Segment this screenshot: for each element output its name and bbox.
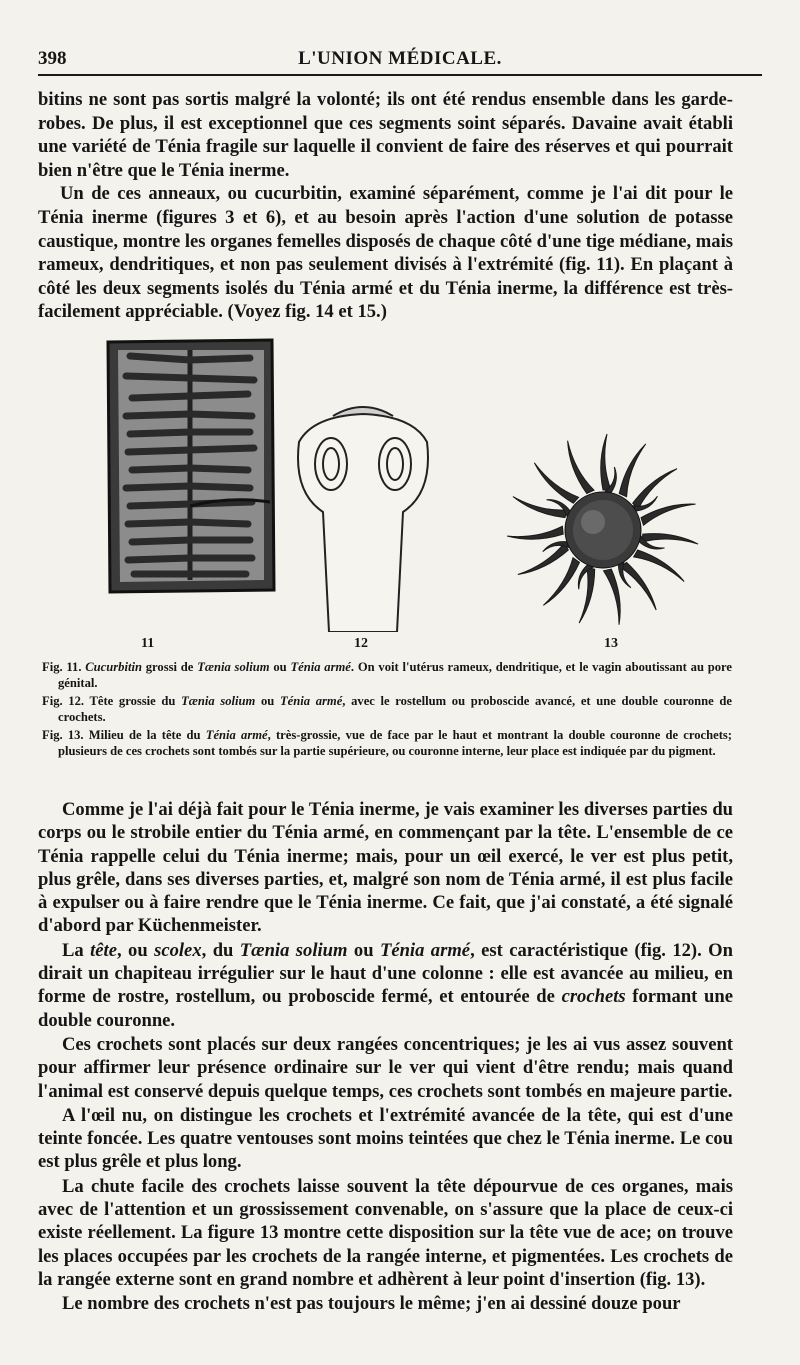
caption-text: Tænia solium — [181, 694, 256, 708]
caption-label: Fig. 12. — [42, 694, 85, 708]
caption-label: Fig. 11. — [42, 660, 82, 674]
caption-text: Tænia solium — [197, 660, 270, 674]
caption-fig-12 — [42, 693, 732, 725]
fig-13-number: 13 — [604, 636, 618, 651]
text-run: La — [62, 939, 91, 961]
caption-text: ou — [255, 694, 280, 708]
caption-fig-13 — [42, 727, 732, 759]
caption-text: , avec le rostellum ou proboscide avancé, et une double couronne de crochets. — [58, 694, 732, 724]
top-text — [38, 88, 733, 324]
caption-text: ou — [269, 660, 291, 674]
running-header — [38, 44, 762, 76]
caption-text: Cucurbitin — [85, 660, 142, 674]
caption-label: Fig. 13. — [42, 728, 84, 742]
paragraph: Un de ces anneaux, ou cucurbitin, examiné séparément, comme je l'ai dit pour le Ténia inerme (figures 3 et 6), et au besoin après l'action d'une solution de potasse caustique, montre les organes femelles disposés de chaque côté d'une tige médiane, mais rameux, dendritiques, et non pas seulement divisés à l'extrémité (fig. 11). En plaçant à côté les deux segments isolés du Ténia armé et du Ténia inerme, la différence est très-facilement appréciable. (Voyez fig. 14 et 15.) — [38, 183, 733, 323]
caption-fig-11 — [42, 659, 732, 691]
text-run: , ou — [116, 939, 155, 961]
text-run: crochets — [561, 986, 626, 1008]
caption-text: , très-grossie, vue de face par le haut et montrant la double couronne de crochets; plusieurs de ces crochets sont tombés sur la partie supérieure, ou couronne interne, leur place est indiquée par du pigment. — [58, 728, 732, 758]
figure-plate — [38, 332, 733, 662]
caption-text: Ténia armé — [279, 694, 343, 708]
paragraph: A l'œil nu, on distingue les crochets et l'extrémité avancée de la tête, qui est d'une teinte foncée. Les quatre ventouses sont moins teintées que chez le Ténia inerme. Le cou est plus grêle et plus long. — [38, 1104, 733, 1173]
paragraph: Le nombre des crochets n'est pas toujours le même; j'en ai dessiné douze pour — [62, 1293, 681, 1315]
text-run: ou — [347, 939, 380, 961]
text-run: , du — [201, 939, 240, 961]
caption-text: Tête grossie du — [84, 694, 182, 708]
caption-text: . On voit l'utérus rameux, dendritique, et le vagin aboutissant au pore génital. — [58, 660, 732, 690]
caption-text: Ténia armé — [290, 660, 351, 674]
paragraph: La chute facile des crochets laisse souvent la tête dépourvue de ces organes, mais avec de l'attention et un grossissement convenable, on s'assure que la place de ceux-ci existe réellement. La figure 13 montre cette disposition sur la tête vue de ace; on trouve les places occupées par les crochets de la rangée interne, et pigmentées. Les crochets de la rangée externe sont en grand nombre et adhèrent à leur point d'insertion (fig. 13). — [38, 1175, 733, 1290]
main-text — [38, 798, 733, 1317]
fig-12-head-illustration — [293, 402, 433, 632]
text-run: scolex — [154, 939, 202, 961]
text-run: Tænia solium — [239, 939, 348, 961]
text-run: tête — [90, 939, 117, 961]
journal-title: L'UNION MÉDICALE. — [298, 48, 502, 69]
paragraph: bitins ne sont pas sortis malgré la volonté; ils ont été rendus ensemble dans les garde-robes. De plus, il est exceptionnel que ces segments soint séparés. Davaine avait établi une variété de Ténia fragile sur laquelle il convient de faire des réserves et qui pourrait bien n'être que le Ténia inerme. — [38, 89, 733, 181]
text-run: , est caractéristique (fig. 12). On dirait un chapiteau irrégulier sur le haut d'une colonne : elle est avancée au milieu, en forme de rostre, rostellum, ou proboscide fermé, et entourée de — [38, 939, 733, 1008]
fig-11-cucurbitin-illustration — [100, 336, 280, 596]
fig-13-crown-of-hooks-illustration — [503, 422, 703, 642]
figure-captions — [42, 659, 732, 761]
paragraph: Comme je l'ai déjà fait pour le Ténia inerme, je vais examiner les diverses parties du corps ou le strobile entier du Ténia armé, en commençant par la tête. L'ensemble de ce Ténia rappelle celui du Ténia inerme; mais, pour un œil exercé, le ver est plus petit, plus grêle, dans ses diverses parties, et, malgré son nom de Ténia armé, il est plus facile à expulser ou à faire rendre que le Ténia inerme. Ce fait, que j'ai constaté, a été signalé d'abord par Küchenmeister. — [38, 799, 733, 937]
page-number: 398 — [38, 48, 67, 69]
paragraph — [38, 939, 733, 1032]
caption-text: Milieu de la tête du — [83, 728, 206, 742]
fig-11-number: 11 — [141, 636, 155, 651]
fig-12-number: 12 — [354, 636, 368, 651]
text-run: Ténia armé — [379, 939, 471, 961]
paragraph: Ces crochets sont placés sur deux rangées concentriques; je les ai vus assez souvent pour affirmer leur présence ordinaire sur le ver qui vient d'être rendu; mais quand l'animal est conservé depuis quelque temps, ces crochets sont tombés en majeure partie. — [38, 1033, 733, 1102]
caption-text: grossi de — [141, 660, 198, 674]
text-run: formant une double couronne. — [38, 986, 733, 1031]
caption-text: Ténia armé — [205, 728, 268, 742]
